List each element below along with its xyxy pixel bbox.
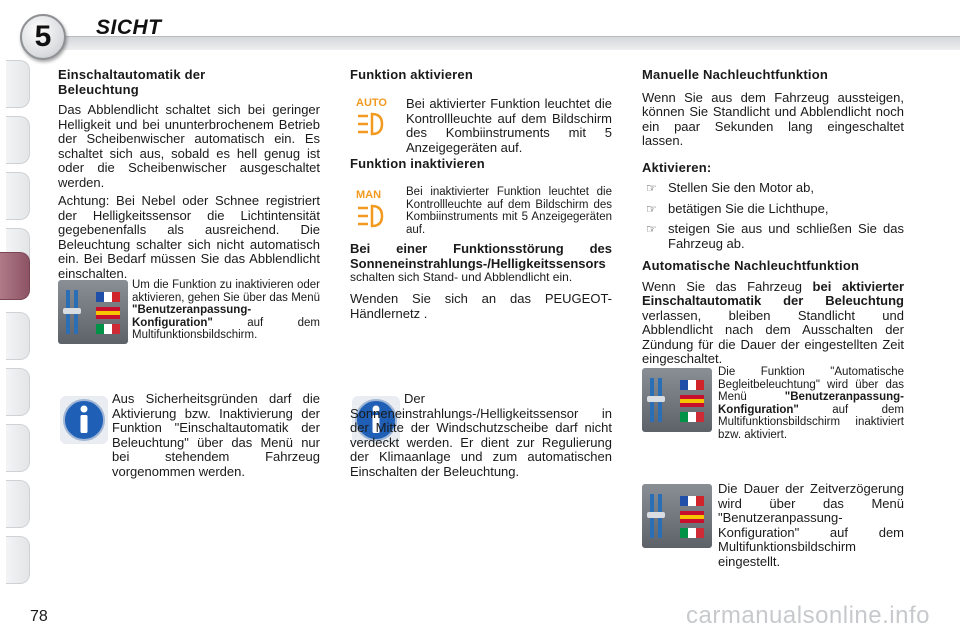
paragraph-auto-lighting: Das Abblendlicht schaltet sich bei geringer Helligkeit und bei ununterbrochenem Betrieb der Scheibenwischer automatisch ein. Es schaltet sich aus, sobald es hell genug ist oder die Scheibenwischer ausgeschaltet werden. bbox=[58, 102, 320, 190]
chapter-tab-8[interactable] bbox=[6, 424, 30, 472]
paragraph-manual-followme: Wenn Sie aus dem Fahrzeug aussteigen, können Sie Standlicht und Abblendlicht noch ein paar Sekunden lang eingeschaltet lassen. bbox=[642, 89, 904, 148]
column-2 bbox=[350, 68, 612, 91]
settings-menu-icon-3 bbox=[642, 484, 712, 548]
settings-sliders-icon bbox=[642, 484, 712, 548]
settings-menu-icon-1 bbox=[58, 280, 128, 344]
svg-text:MAN: MAN bbox=[356, 189, 382, 201]
chapter-tabs bbox=[0, 60, 38, 580]
deactivate-description: Bei inaktivierter Funktion leuchtet die Kontrollleuchte auf dem Bildschirm des Kombiinstruments mit 5 Anzeigegeräten auf. bbox=[406, 186, 612, 236]
page-number: 78 bbox=[30, 608, 48, 625]
chapter-tab-2[interactable] bbox=[6, 116, 30, 164]
activate-description: Bei aktivierter Funktion leuchtet die Kontrollleuchte auf dem Bildschirm des Kombiinstruments mit 5 Anzeigegeräten auf. bbox=[406, 96, 612, 155]
header-strip bbox=[60, 36, 960, 50]
chapter-tab-6[interactable] bbox=[6, 312, 30, 360]
settings-sliders-icon bbox=[642, 368, 712, 432]
manual-headlight-icon bbox=[352, 186, 400, 232]
chapter-tab-3[interactable] bbox=[6, 172, 30, 220]
paragraph-fog-warning: Achtung: Bei Nebel oder Schnee registriert der Helligkeitssensor die Lichtintensität gegebenenfalls als ausreichend. Die Beleuchtung schalter sich nicht automatisch ein. Bei Bedarf müssen Sie das Abblendlicht einschalten. bbox=[58, 193, 320, 281]
section-title-activate: Funktion aktivieren bbox=[350, 67, 473, 82]
section-title-auto-lighting: Einschaltautomatik der Beleuchtung bbox=[58, 67, 206, 97]
info-safety-note: Aus Sicherheitsgründen darf die Aktivierung bzw. Inaktivierung der Funktion "Einschaltautomatik der Beleuchtung" über das Menü nur bei stehendem Fahrzeug vorgenommen werden. bbox=[112, 391, 320, 479]
svg-text:AUTO: AUTO bbox=[356, 97, 387, 109]
note-followme-menu: Die Funktion "Automatische Begleitbeleuchtung" wird über das Menü "Benutzeranpassung-Konfiguration" auf dem Multifunktionsbildschirm inaktiviert bzw. aktiviert. bbox=[718, 366, 904, 441]
list-item: ☞ Stellen Sie den Motor ab, bbox=[642, 181, 904, 196]
section-title-auto-followme: Automatische Nachleuchtfunktion bbox=[642, 258, 860, 273]
list-item: ☞ steigen Sie aus und schließen Sie das Fahrzeug ab. bbox=[642, 222, 904, 251]
activate-heading: Aktivieren: bbox=[642, 159, 712, 175]
dealer-contact: Wenden Sie sich an das PEUGEOT-Händlernetz . bbox=[350, 291, 612, 321]
section-title-manual-followme: Manuelle Nachleuchtfunktion bbox=[642, 67, 828, 82]
paragraph-auto-followme: Wenn Sie das Fahrzeug bei aktivierter Einschaltautomatik der Beleuchtung verlassen, bleiben Standlicht und Abblendlicht nach dem Ausschalten der Zündung für die Dauer der eingestellten Zeit eingeschaltet. bbox=[642, 278, 904, 366]
column-3 bbox=[642, 68, 904, 371]
chapter-tab-5-active[interactable] bbox=[0, 252, 30, 300]
chapter-title: SICHT bbox=[96, 16, 162, 39]
fault-note bbox=[350, 242, 612, 325]
auto-headlight-icon bbox=[352, 94, 400, 140]
list-item: ☞ betätigen Sie die Lichthupe, bbox=[642, 202, 904, 217]
settings-sliders-icon bbox=[58, 280, 128, 344]
column-1 bbox=[58, 68, 320, 285]
info-sensor-note: Der Sonneneinstrahlungs-/Helligkeitssensor in der Mitte der Windschutzscheibe darf nicht verdeckt werden. Er dient zur Regulierung der Klimaanlage und zum automatischen Einschalten der Beleuchtung. bbox=[350, 391, 612, 479]
deactivate-heading-wrap bbox=[350, 157, 612, 180]
chapter-tab-1[interactable] bbox=[6, 60, 30, 108]
note-deactivate-auto: Um die Funktion zu inaktivieren oder aktivieren, gehen Sie über das Menü "Benutzeranpassung-Konfiguration" auf dem Multifunktionsbildschirm. bbox=[132, 279, 320, 341]
note-delay-duration: Die Dauer der Zeitverzögerung wird über das Menü "Benutzeranpassung-Konfiguration" auf dem Multifunktionsbildschirm eingestellt. bbox=[718, 481, 904, 569]
watermark: carmanualsonline.info bbox=[686, 602, 930, 629]
fault-text: schalten sich Stand- und Abblendlicht ein. bbox=[350, 270, 573, 284]
info-icon bbox=[58, 394, 110, 446]
settings-menu-icon-2 bbox=[642, 368, 712, 432]
chapter-badge: 5 bbox=[20, 14, 66, 60]
chapter-tab-7[interactable] bbox=[6, 368, 30, 416]
chapter-tab-10[interactable] bbox=[6, 536, 30, 584]
section-title-deactivate: Funktion inaktivieren bbox=[350, 156, 485, 171]
activation-steps bbox=[642, 181, 904, 251]
fault-bold: Bei einer Funktionsstörung des Sonneneinstrahlungs-/Helligkeitssensors bbox=[350, 241, 612, 271]
chapter-tab-9[interactable] bbox=[6, 480, 30, 528]
